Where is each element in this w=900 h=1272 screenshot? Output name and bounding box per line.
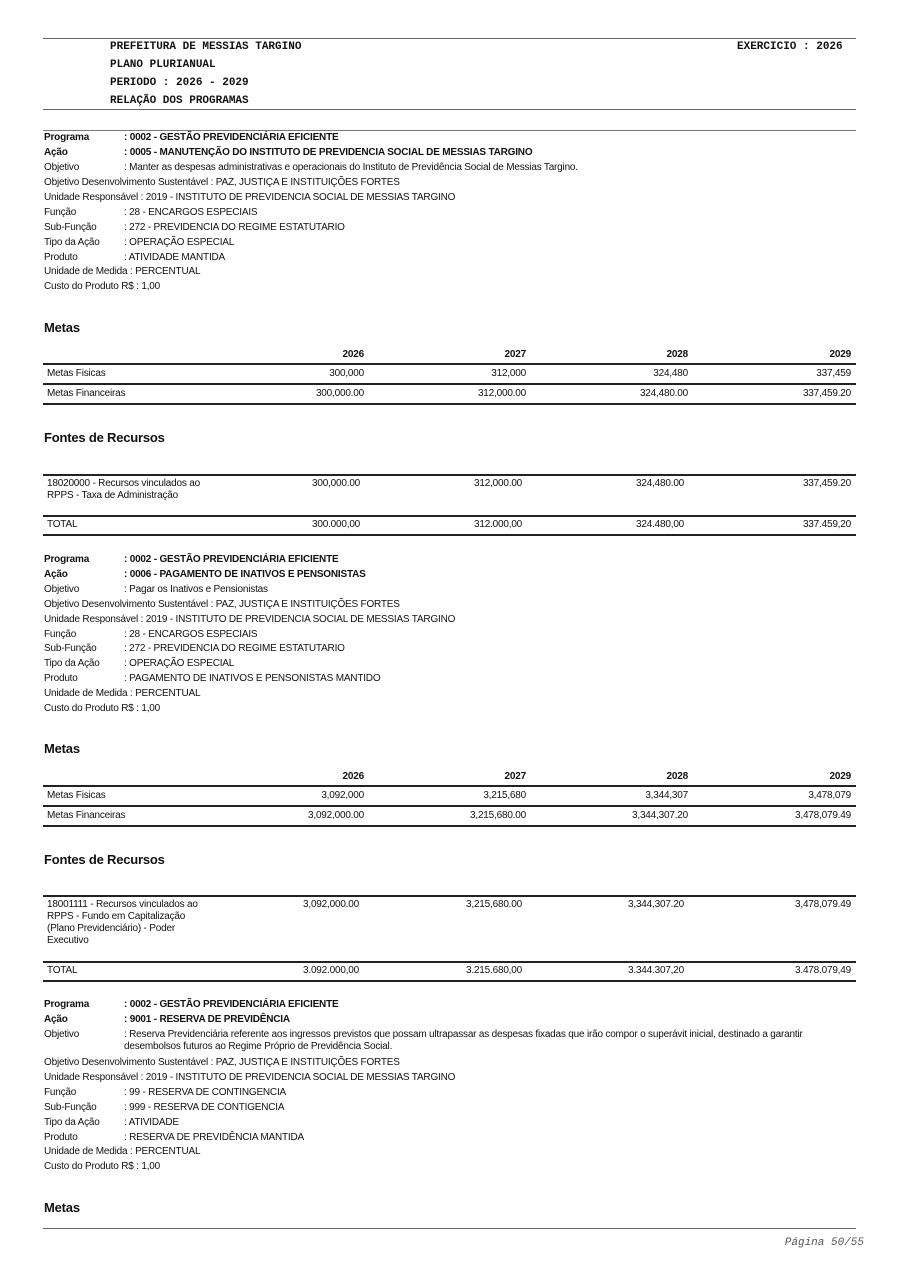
objetivo-value: : Pagar os Inativos e Pensionistas xyxy=(124,584,268,595)
footer-rule xyxy=(43,1228,856,1229)
cell: 312,000 xyxy=(491,368,526,379)
cell: 312,000.00 xyxy=(474,478,523,489)
programa-value: : 0002 - GESTÃO PREVIDENCIÁRIA EFICIENTE xyxy=(124,999,339,1010)
page-number: Página 50/55 xyxy=(784,1237,864,1249)
row-label: Metas Financeiras xyxy=(47,810,126,821)
ods-value: PAZ, JUSTIÇA E INSTITUIÇÕES FORTES xyxy=(215,1057,400,1068)
section-rule xyxy=(43,130,856,131)
row-label: Metas Fisicas xyxy=(47,790,106,801)
cell: 3.478.079,49 xyxy=(795,965,851,976)
programa-label: Programa xyxy=(44,554,90,565)
custo-value: 1,00 xyxy=(141,1161,160,1172)
funcao-value: : 28 - ENCARGOS ESPECIAIS xyxy=(124,207,258,218)
produto-label: Produto xyxy=(44,673,78,684)
custo-label: Custo do Produto R$ : xyxy=(44,281,142,292)
ods-line xyxy=(44,177,400,188)
programa-label: Programa xyxy=(44,999,90,1010)
metas-title: Metas xyxy=(44,320,80,335)
cell: 3,344,307 xyxy=(645,790,688,801)
metas-title: Metas xyxy=(44,741,80,756)
cell: 3,092,000 xyxy=(321,790,364,801)
funcao-label: Função xyxy=(44,1087,77,1098)
subfuncao-value: : 999 - RESERVA DE CONTIGENCIA xyxy=(124,1102,285,1113)
programa-value: : 0002 - GESTÃO PREVIDENCIÁRIA EFICIENTE xyxy=(124,554,339,565)
total-label: TOTAL xyxy=(47,519,78,530)
fonte-name: 18001111 - Recursos vinculados ao RPPS - Fundo em Capitalização (Plano Previdenciário) - Poder Executivo xyxy=(47,899,198,946)
programa-label: Programa xyxy=(44,132,90,143)
medida-value: PERCENTUAL xyxy=(135,1146,201,1157)
header-report-title: RELAÇÃO DOS PROGRAMAS xyxy=(110,95,249,107)
medida-value: PERCENTUAL xyxy=(135,266,201,277)
table-rule xyxy=(43,805,856,807)
subfuncao-label: Sub-Função xyxy=(44,643,97,654)
tipo-label: Tipo da Ação xyxy=(44,658,100,669)
cell: 3,215,680.00 xyxy=(466,899,522,910)
ods-line xyxy=(44,1057,400,1068)
acao-value: : 0006 - PAGAMENTO DE INATIVOS E PENSONISTAS xyxy=(124,569,366,580)
subfuncao-label: Sub-Função xyxy=(44,1102,97,1113)
custo-label: Custo do Produto R$ : xyxy=(44,703,142,714)
cell: 3,478,079.49 xyxy=(795,899,851,910)
produto-value: : PAGAMENTO DE INATIVOS E PENSONISTAS MANTIDO xyxy=(124,673,381,684)
custo-value: 1,00 xyxy=(141,281,160,292)
table-rule xyxy=(43,515,856,517)
funcao-label: Função xyxy=(44,629,77,640)
acao-label: Ação xyxy=(44,1014,68,1025)
ods-label: Objetivo Desenvolvimento Sustentável : xyxy=(44,177,216,188)
acao-value: : 0005 - MANUTENÇÃO DO INSTITUTO DE PREVIDENCIA SOCIAL DE MESSIAS TARGINO xyxy=(124,147,533,158)
table-rule xyxy=(43,363,856,365)
tipo-value: : ATIVIDADE xyxy=(124,1117,179,1128)
produto-value: : ATIVIDADE MANTIDA xyxy=(124,252,226,263)
cell: 3,215,680.00 xyxy=(470,810,526,821)
medida-label: Unidade de Medida : xyxy=(44,266,136,277)
fontes-title: Fontes de Recursos xyxy=(44,852,165,867)
cell: 337.459,20 xyxy=(802,519,851,530)
table-rule xyxy=(43,825,856,827)
table-rule xyxy=(43,785,856,787)
custo-label: Custo do Produto R$ : xyxy=(44,1161,142,1172)
medida-line xyxy=(44,1146,200,1157)
cell: 337,459.20 xyxy=(802,388,851,399)
cell: 3,478,079 xyxy=(808,790,851,801)
tipo-value: : OPERAÇÃO ESPECIAL xyxy=(124,658,235,669)
medida-label: Unidade de Medida : xyxy=(44,1146,136,1157)
total-label: TOTAL xyxy=(47,965,78,976)
medida-label: Unidade de Medida : xyxy=(44,688,136,699)
table-rule xyxy=(43,895,856,897)
cell: 3.344.307,20 xyxy=(628,965,684,976)
ods-label: Objetivo Desenvolvimento Sustentável : xyxy=(44,599,216,610)
unidade-label: Unidade Responsável : xyxy=(44,614,146,625)
funcao-label: Função xyxy=(44,207,77,218)
subfuncao-value: : 272 - PREVIDENCIA DO REGIME ESTATUTARIO xyxy=(124,222,345,233)
tipo-label: Tipo da Ação xyxy=(44,237,100,248)
row-label: Metas Fisicas xyxy=(47,368,106,379)
custo-line xyxy=(44,703,160,714)
objetivo-label: Objetivo xyxy=(44,584,80,595)
header-period: PERIODO : 2026 - 2029 xyxy=(110,77,249,89)
cell: 3,092,000.00 xyxy=(308,810,364,821)
unidade-value: 2019 - INSTITUTO DE PREVIDENCIA SOCIAL DE MESSIAS TARGINO xyxy=(145,1072,456,1083)
year-header: 2026 xyxy=(342,349,364,360)
header-plan: PLANO PLURIANUAL xyxy=(110,59,216,71)
cell: 324.480,00 xyxy=(636,519,685,530)
header-org: PREFEITURA DE MESSIAS TARGINO xyxy=(110,41,302,53)
table-rule xyxy=(43,534,856,536)
year-header: 2028 xyxy=(666,349,688,360)
objetivo-label: Objetivo xyxy=(44,1029,80,1040)
acao-label: Ação xyxy=(44,147,68,158)
ods-value: PAZ, JUSTIÇA E INSTITUIÇÕES FORTES xyxy=(215,599,400,610)
cell: 3,215,680 xyxy=(483,790,526,801)
tipo-value: : OPERAÇÃO ESPECIAL xyxy=(124,237,235,248)
table-rule xyxy=(43,403,856,405)
acao-value: : 9001 - RESERVA DE PREVIDÊNCIA xyxy=(124,1014,290,1025)
cell: 300,000 xyxy=(329,368,364,379)
unidade-line xyxy=(44,1072,455,1083)
unidade-value: 2019 - INSTITUTO DE PREVIDENCIA SOCIAL DE MESSIAS TARGINO xyxy=(145,192,456,203)
objetivo-label: Objetivo xyxy=(44,162,80,173)
fontes-title: Fontes de Recursos xyxy=(44,430,165,445)
cell: 324,480.00 xyxy=(636,478,685,489)
ods-line xyxy=(44,599,400,610)
cell: 324,480.00 xyxy=(639,388,688,399)
year-header: 2027 xyxy=(504,349,526,360)
medida-value: PERCENTUAL xyxy=(135,688,201,699)
row-label: Metas Financeiras xyxy=(47,388,126,399)
cell: 300.000,00 xyxy=(312,519,361,530)
table-rule xyxy=(43,961,856,963)
cell: 3,344,307.20 xyxy=(632,810,688,821)
objetivo-value: : Reserva Previdenciária referente aos ingressos previstos que possam ultrapassar as despesas fixadas que irão compor o superávit inicial, destinado a garantir desembolsos futuros ao Regime Próprio de Previdência Social. xyxy=(124,1029,803,1052)
custo-line xyxy=(44,281,160,292)
header-bottom-rule xyxy=(43,109,856,110)
table-rule xyxy=(43,474,856,476)
unidade-line xyxy=(44,614,455,625)
cell: 312.000,00 xyxy=(474,519,523,530)
year-header: 2029 xyxy=(829,349,851,360)
unidade-label: Unidade Responsável : xyxy=(44,1072,146,1083)
subfuncao-label: Sub-Função xyxy=(44,222,97,233)
cell: 3.215.680,00 xyxy=(466,965,522,976)
year-header: 2026 xyxy=(342,771,364,782)
funcao-value: : 28 - ENCARGOS ESPECIAIS xyxy=(124,629,258,640)
produto-label: Produto xyxy=(44,1132,78,1143)
medida-line xyxy=(44,266,200,277)
cell: 3.092.000,00 xyxy=(303,965,359,976)
year-header: 2029 xyxy=(829,771,851,782)
funcao-value: : 99 - RESERVA DE CONTINGENCIA xyxy=(124,1087,287,1098)
objetivo-value: : Manter as despesas administrativas e operacionais do Instituto de Previdência Social de Messias Targino. xyxy=(124,162,578,173)
medida-line xyxy=(44,688,200,699)
table-rule xyxy=(43,980,856,982)
fonte-name: 18020000 - Recursos vinculados ao RPPS - Taxa de Administração xyxy=(47,478,200,501)
cell: 300,000.00 xyxy=(315,388,364,399)
ods-value: PAZ, JUSTIÇA E INSTITUIÇÕES FORTES xyxy=(215,177,400,188)
cell: 3,344,307.20 xyxy=(628,899,684,910)
custo-value: 1,00 xyxy=(141,703,160,714)
cell: 337,459 xyxy=(816,368,851,379)
cell: 312,000.00 xyxy=(477,388,526,399)
acao-label: Ação xyxy=(44,569,68,580)
cell: 3,092,000.00 xyxy=(303,899,359,910)
custo-line xyxy=(44,1161,160,1172)
metas-title: Metas xyxy=(44,1200,80,1215)
produto-label: Produto xyxy=(44,252,78,263)
tipo-label: Tipo da Ação xyxy=(44,1117,100,1128)
programa-value: : 0002 - GESTÃO PREVIDENCIÁRIA EFICIENTE xyxy=(124,132,339,143)
cell: 300,000.00 xyxy=(312,478,361,489)
subfuncao-value: : 272 - PREVIDENCIA DO REGIME ESTATUTARIO xyxy=(124,643,345,654)
year-header: 2027 xyxy=(504,771,526,782)
cell: 324,480 xyxy=(653,368,688,379)
unidade-line xyxy=(44,192,455,203)
cell: 3,478,079.49 xyxy=(795,810,851,821)
unidade-label: Unidade Responsável : xyxy=(44,192,146,203)
header-exercise: EXERCICIO : 2026 xyxy=(737,41,843,53)
unidade-value: 2019 - INSTITUTO DE PREVIDENCIA SOCIAL DE MESSIAS TARGINO xyxy=(145,614,456,625)
table-rule xyxy=(43,383,856,385)
cell: 337,459.20 xyxy=(802,478,851,489)
produto-value: : RESERVA DE PREVIDÊNCIA MANTIDA xyxy=(124,1132,304,1143)
header-top-rule xyxy=(43,38,856,39)
ods-label: Objetivo Desenvolvimento Sustentável : xyxy=(44,1057,216,1068)
year-header: 2028 xyxy=(666,771,688,782)
